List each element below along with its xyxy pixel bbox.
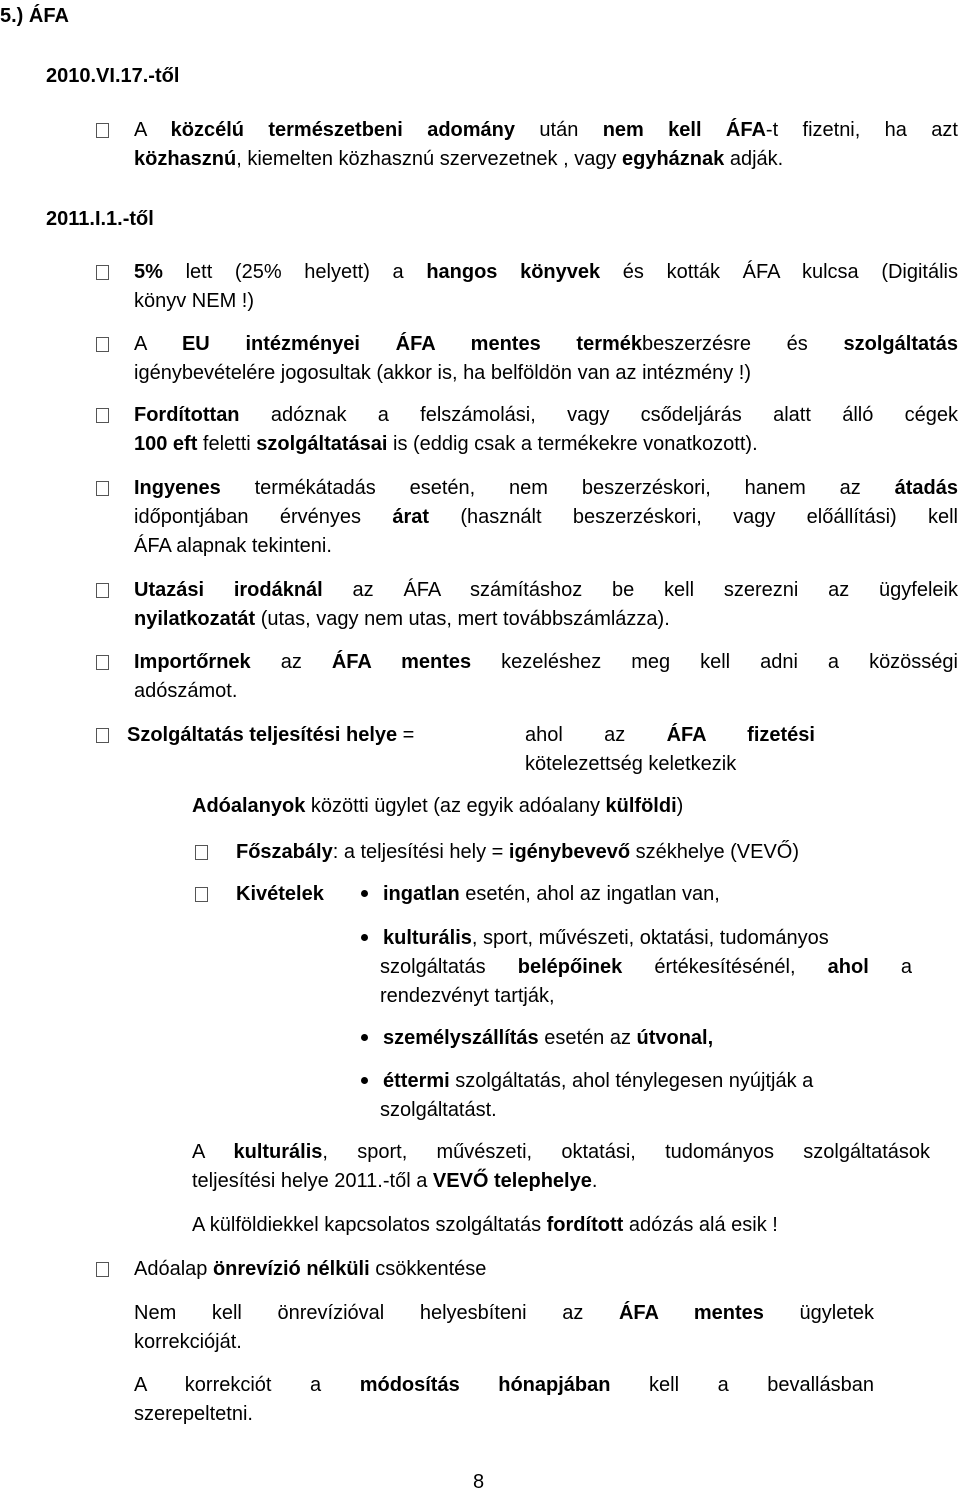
paragraph-kozcelu-line2: közhasznú, kiemelten közhasznú szervezetnek , vagy egyháznak adják. [134,148,784,170]
kulfoldi-paragraph: A külföldiekkel kapcsolatos szolgáltatás fordított adózás alá esik ! [192,1214,778,1236]
paragraph-importor-line2: adószámot. [134,680,238,702]
checkbox-bullet-icon [96,123,109,138]
checkbox-bullet-icon [96,265,109,280]
paragraph-hangos-line1: 5% lett (25% helyett) a hangos könyvek és kották ÁFA kulcsa (Digitális [134,261,958,283]
paragraph-eu-line1: A EU intézményei ÁFA mentes termékbeszerzésre és szolgáltatás [134,333,959,355]
bullet-dot-icon [361,1034,368,1041]
kivetel-kulturalis-line1: kulturális, sport, művészeti, oktatási, tudományos [383,927,829,949]
adoalanyok-heading: Adóalanyok közötti ügylet (az egyik adóalany külföldi) [192,795,684,817]
paragraph-forditott-line2: 100 eft feletti szolgáltatásai is (eddig csak a termékekre vonatkozott). [134,433,758,455]
kulturalis-paragraph-line2: teljesítési helye 2011.-től a VEVŐ telephelye. [192,1170,598,1192]
checkbox-bullet-icon [96,728,109,743]
paragraph-ingyenes-line1: Ingyenes termékátadás esetén, nem beszerzéskori, hanem az átadás [134,477,958,499]
kivetel-szemelyszallitas: személyszállítás esetén az útvonal, [383,1027,714,1049]
szolgaltatas-definition-line1: ahol az ÁFA fizetési [525,724,815,746]
paragraph-kozcelu-line1: A közcélú természetbeni adomány után nem kell ÁFA-t fizetni, ha azt [134,119,958,141]
checkbox-bullet-icon [96,481,109,496]
checkbox-bullet-icon [195,845,208,860]
foszabaly-line: Főszabály: a teljesítési hely = igénybevevő székhelye (VEVŐ) [236,841,800,863]
paragraph-ingyenes-line3: ÁFA alapnak tekinteni. [134,535,332,557]
paragraph-eu-line2: igénybevételére jogosultak (akkor is, ha belföldön van az intézmény !) [134,362,752,384]
nem-kell-paragraph-line1: Nem kell önrevízióval helyesbíteni az ÁFA mentes ügyletek [134,1302,874,1324]
kivetelek-label: Kivételek [236,883,324,905]
bullet-dot-icon [361,934,368,941]
paragraph-utazasi-line2: nyilatkozatát (utas, vagy nem utas, mert továbbszámlázza). [134,608,670,630]
checkbox-bullet-icon [96,337,109,352]
kivetel-kulturalis-line3: rendezvényt tartják, [380,985,555,1007]
bullet-dot-icon [361,890,368,897]
kivetel-ettermi-line1: éttermi szolgáltatás, ahol ténylegesen nyújtják a [383,1070,814,1092]
korrekcio-paragraph-line1: A korrekciót a módosítás hónapjában kell a bevallásban [134,1374,874,1396]
checkbox-bullet-icon [96,655,109,670]
checkbox-bullet-icon [96,583,109,598]
kivetel-ingatlan: ingatlan esetén, ahol az ingatlan van, [383,883,720,905]
kulturalis-paragraph-line1: A kulturális, sport, művészeti, oktatási, tudományos szolgáltatások [192,1141,931,1163]
szolgaltatas-definition-line2: kötelezettség keletkezik [525,753,737,775]
korrekcio-paragraph-line2: szerepeltetni. [134,1403,253,1425]
paragraph-hangos-line2: könyv NEM !) [134,290,255,312]
kivetel-kulturalis-line2: szolgáltatás belépőinek értékesítésénél, ahol a [380,956,912,978]
page-number: 8 [473,1471,485,1493]
paragraph-forditott-line1: Fordítottan adóznak a felszámolási, vagy csődeljárás alatt álló cégek [134,404,958,426]
checkbox-bullet-icon [96,408,109,423]
checkbox-bullet-icon [195,887,208,902]
adoalap-heading: Adóalap önrevízió nélküli csökkentése [134,1258,487,1280]
date-heading-2010: 2010.VI.17.-től [46,65,180,87]
checkbox-bullet-icon [96,1262,109,1277]
paragraph-importor-line1: Importőrnek az ÁFA mentes kezeléshez meg kell adni a közösségi [134,651,958,673]
szolgaltatas-teljesitesi-helye-label: Szolgáltatás teljesítési helye = [127,724,415,746]
paragraph-utazasi-line1: Utazási irodáknál az ÁFA számításhoz be kell szerezni az ügyfeleik [134,579,958,601]
paragraph-ingyenes-line2: időpontjában érvényes árat (használt beszerzéskori, vagy előállítási) kell [134,506,958,528]
kivetel-ettermi-line2: szolgáltatást. [380,1099,497,1121]
section-heading: 5.) ÁFA [0,5,69,27]
bullet-dot-icon [361,1077,368,1084]
nem-kell-paragraph-line2: korrekcióját. [134,1331,242,1353]
date-heading-2011: 2011.I.1.-től [46,208,154,230]
